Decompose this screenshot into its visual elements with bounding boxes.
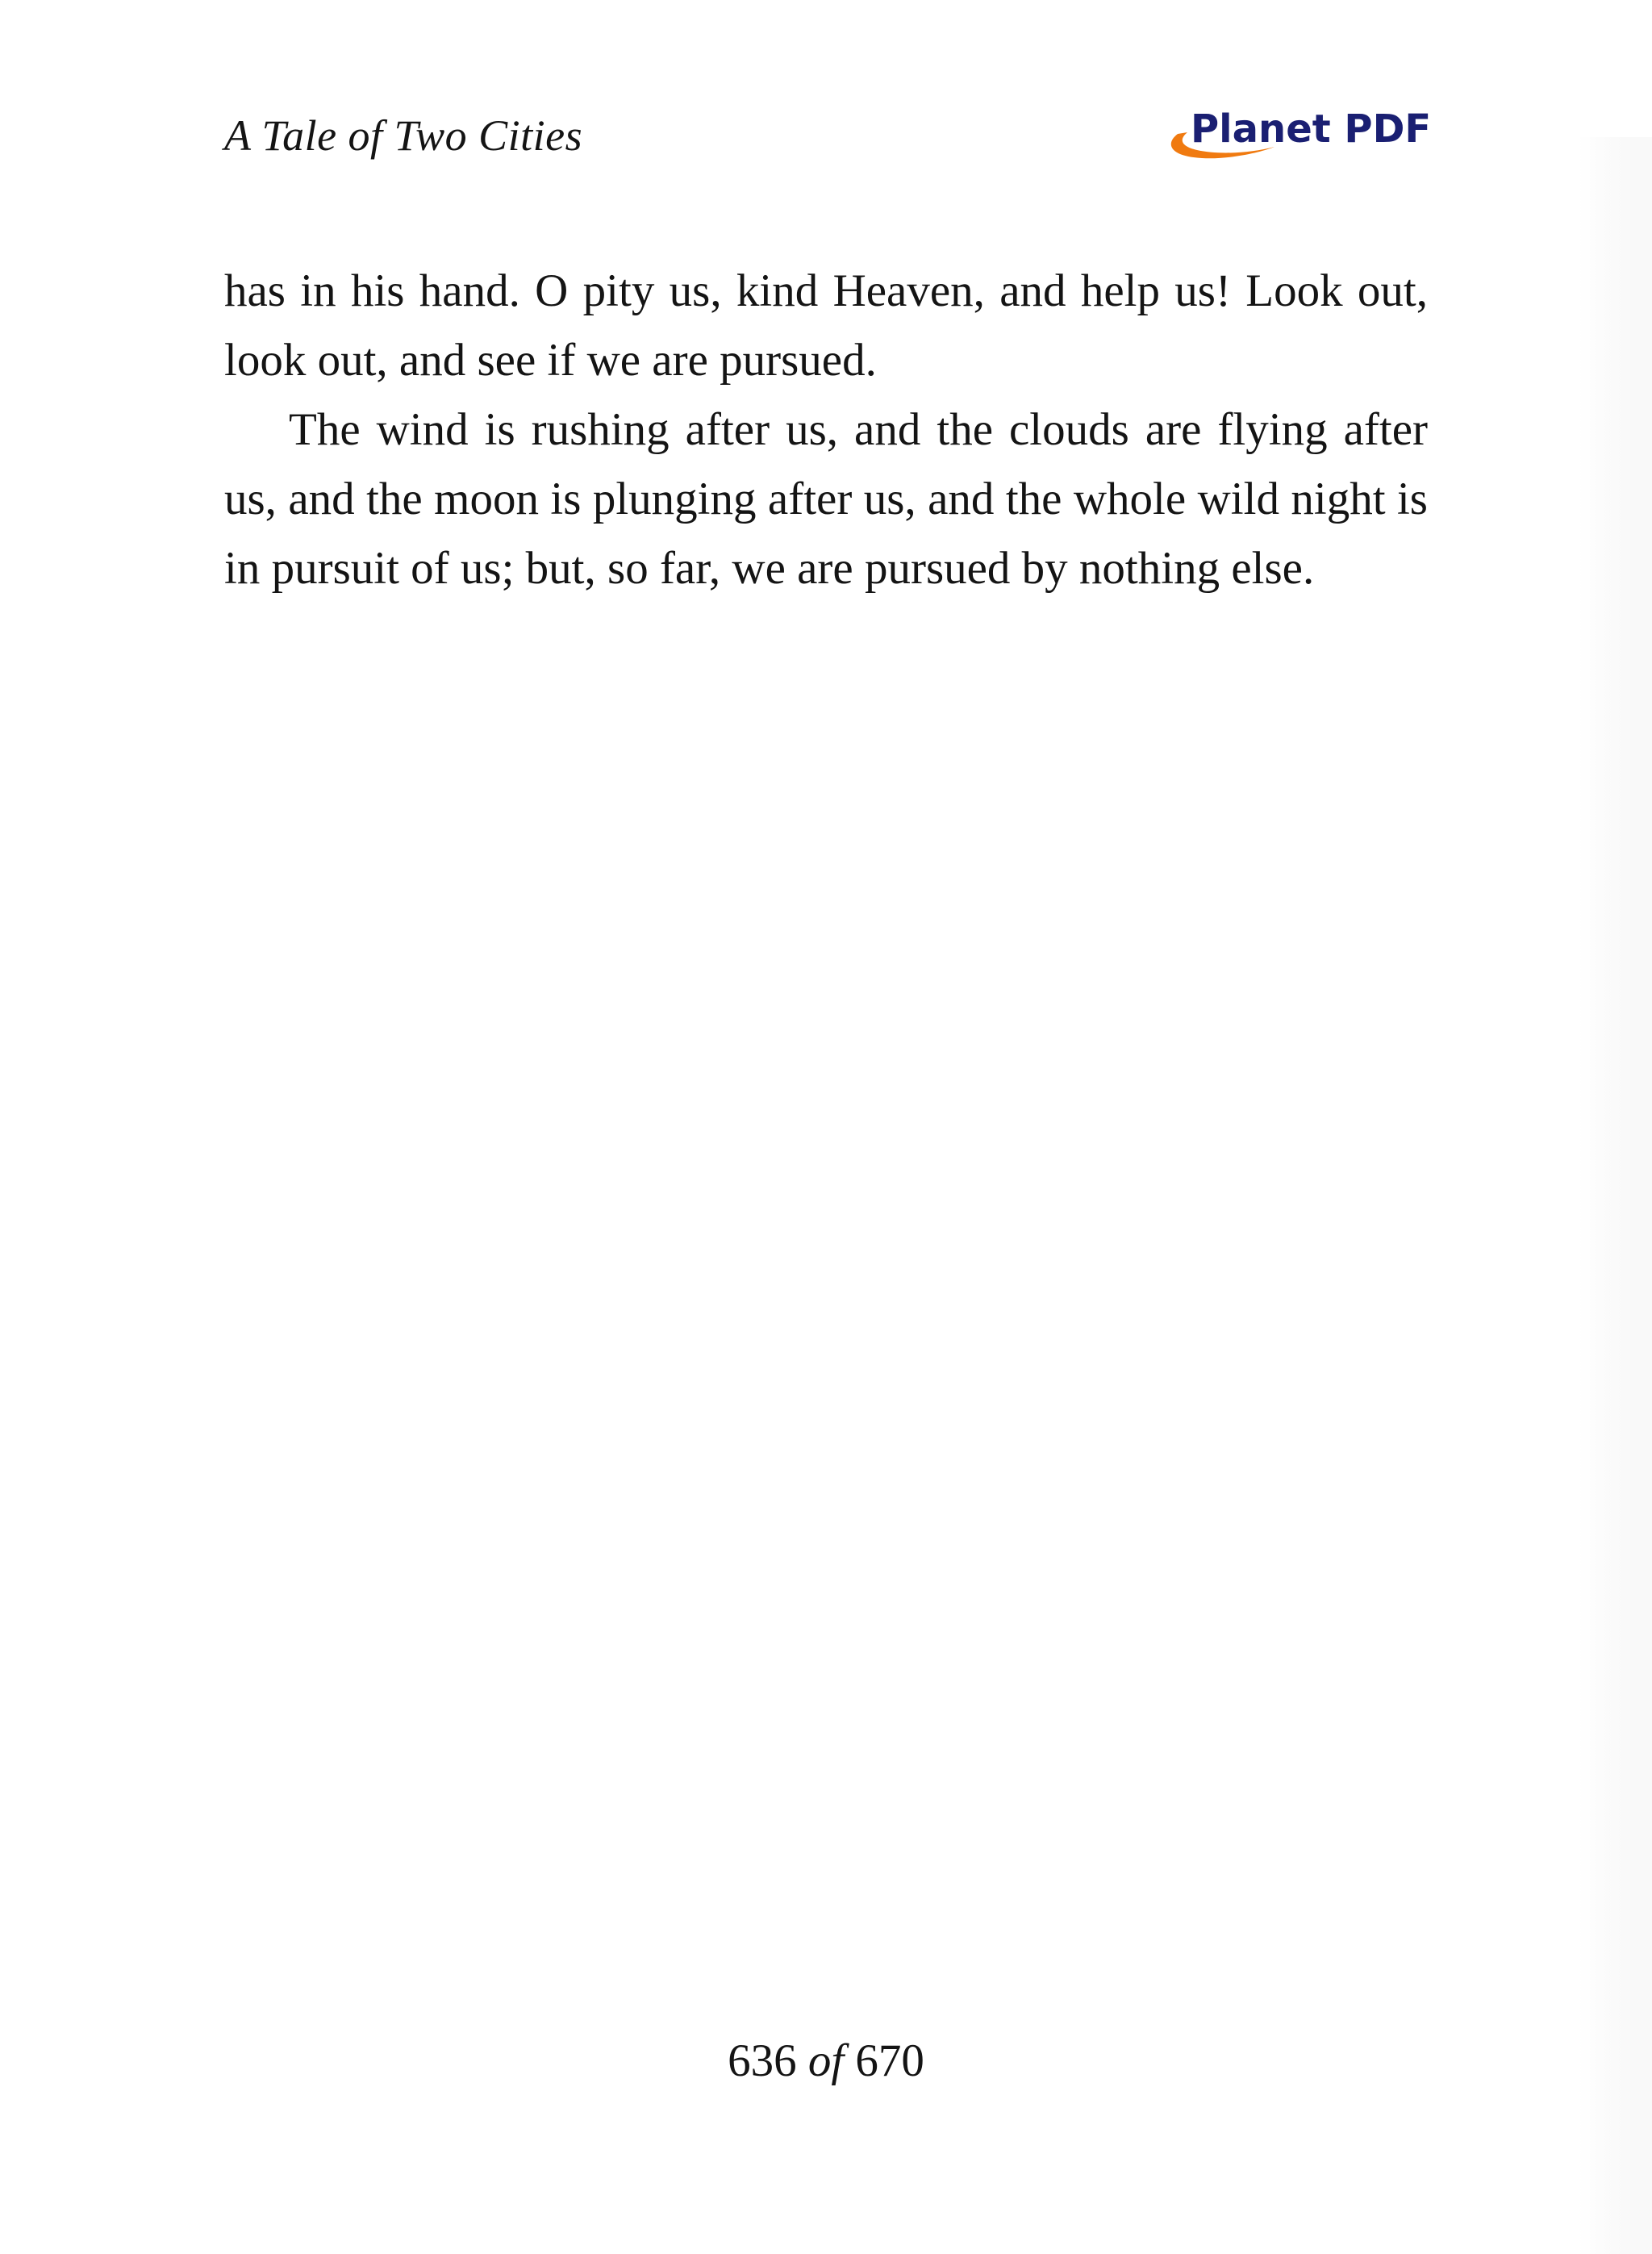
page-number (0, 2029, 1652, 2093)
paragraph-1: has in his hand. O pity us, kind Heaven, and help us! Look out, look out, and see if we are pursued. (224, 265, 1428, 386)
page-edge-shade (1578, 137, 1652, 2254)
page-of-word: of (807, 2035, 845, 2086)
paragraph-2: The wind is rushing after us, and the clouds are flying after us, and the moon is plunging after us, and the whole wild night is in pursuit of us; but, so far, we are pursued by nothing else. (224, 404, 1428, 594)
planet-pdf-logo (1162, 103, 1432, 168)
total-page-count: 670 (855, 2035, 924, 2086)
logo-text: Planet PDF (1191, 106, 1432, 152)
current-page-number: 636 (728, 2035, 797, 2086)
document-body (224, 257, 1428, 603)
running-header-title: A Tale of Two Cities (224, 111, 583, 160)
